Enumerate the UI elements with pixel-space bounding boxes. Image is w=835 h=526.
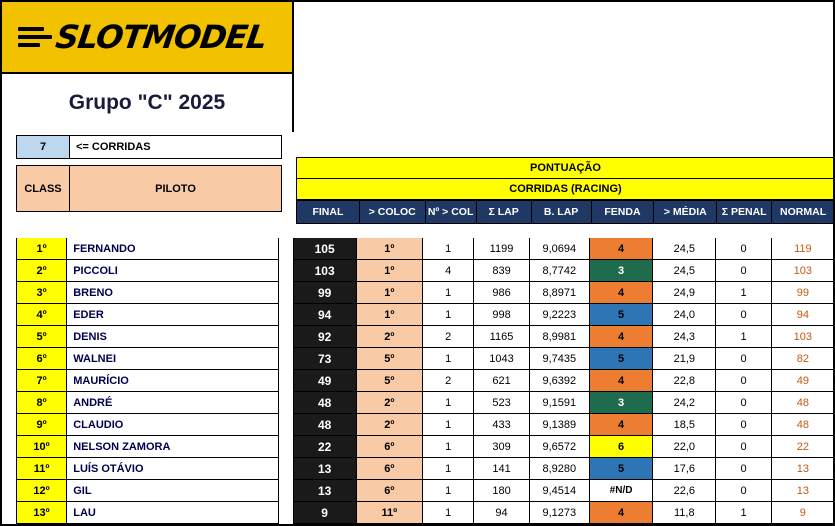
table-row[interactable] <box>2 326 835 348</box>
cell-lap: 1165 <box>474 326 529 348</box>
cell-penal: 0 <box>716 238 771 260</box>
cell-normal: 99 <box>772 282 835 304</box>
cell-penal: 0 <box>716 304 771 326</box>
cell-piloto: DENIS <box>67 326 278 348</box>
cell-penal: 0 <box>716 348 771 370</box>
row-gap <box>279 480 293 502</box>
cell-fenda: 6 <box>590 436 653 458</box>
row-left-margin <box>2 282 16 304</box>
cell-normal: 48 <box>772 414 835 436</box>
cell-piloto: ANDRÉ <box>67 392 278 414</box>
cell-lap: 621 <box>474 370 529 392</box>
table-row[interactable] <box>2 282 835 304</box>
row-left-margin <box>2 370 16 392</box>
cell-media: 24,5 <box>653 260 716 282</box>
cell-fenda: 4 <box>590 238 653 260</box>
table-row[interactable] <box>2 436 835 458</box>
cell-fenda: 5 <box>590 348 653 370</box>
cell-blap: 9,6572 <box>530 436 590 458</box>
page-title-text: Grupo "C" 2025 <box>68 91 226 114</box>
row-left-margin <box>2 414 16 436</box>
cell-normal: 94 <box>772 304 835 326</box>
table-row[interactable] <box>2 502 835 524</box>
cell-lap: 141 <box>474 458 529 480</box>
cell-media: 24,5 <box>653 238 716 260</box>
slot-lines-icon <box>18 25 52 49</box>
cell-penal: 1 <box>716 326 771 348</box>
piloto-column-header: PILOTO <box>155 182 196 195</box>
cell-piloto: GIL <box>67 480 278 502</box>
cell-lap: 998 <box>474 304 529 326</box>
cell-class: 3º <box>16 282 67 304</box>
cell-coloc: 11º <box>357 502 423 524</box>
cell-penal: 0 <box>716 260 771 282</box>
cell-ncol: 1 <box>423 414 474 436</box>
cell-media: 17,6 <box>653 458 716 480</box>
cell-penal: 0 <box>716 414 771 436</box>
standings-table <box>2 238 835 524</box>
cell-lap: 433 <box>474 414 529 436</box>
cell-piloto: PICCOLI <box>67 260 278 282</box>
cell-blap: 9,0694 <box>530 238 590 260</box>
row-left-margin <box>2 238 16 260</box>
cell-normal: 13 <box>772 480 835 502</box>
cell-blap: 9,1591 <box>530 392 590 414</box>
cell-media: 24,9 <box>653 282 716 304</box>
cell-final: 92 <box>293 326 357 348</box>
cell-penal: 1 <box>716 282 771 304</box>
cell-final: 13 <box>293 458 357 480</box>
cell-penal: 0 <box>716 458 771 480</box>
cell-media: 24,2 <box>653 392 716 414</box>
row-gap <box>279 348 293 370</box>
column-header-blap[interactable]: B. LAP <box>532 200 592 224</box>
cell-ncol: 1 <box>423 304 474 326</box>
cell-piloto: BRENO <box>67 282 278 304</box>
stats-column-headers <box>296 200 835 224</box>
cell-coloc: 6º <box>357 436 423 458</box>
cell-penal: 0 <box>716 436 771 458</box>
cell-piloto: CLAUDIO <box>67 414 278 436</box>
cell-normal: 119 <box>772 238 835 260</box>
column-header-ncol[interactable]: Nº > COL <box>426 200 477 224</box>
cell-ncol: 1 <box>423 458 474 480</box>
cell-coloc: 2º <box>357 414 423 436</box>
cell-media: 22,6 <box>653 480 716 502</box>
cell-normal: 103 <box>772 260 835 282</box>
cell-lap: 1043 <box>474 348 529 370</box>
cell-class: 5º <box>16 326 67 348</box>
cell-media: 21,9 <box>653 348 716 370</box>
cell-final: 9 <box>293 502 357 524</box>
brand-logo-block <box>2 2 294 74</box>
cell-ncol: 1 <box>423 392 474 414</box>
cell-penal: 0 <box>716 392 771 414</box>
cell-ncol: 2 <box>423 370 474 392</box>
cell-lap: 839 <box>474 260 529 282</box>
cell-class: 2º <box>16 260 67 282</box>
cell-ncol: 1 <box>423 436 474 458</box>
cell-blap: 9,1273 <box>530 502 590 524</box>
table-row[interactable] <box>2 238 835 260</box>
cell-final: 22 <box>293 436 357 458</box>
cell-penal: 0 <box>716 370 771 392</box>
cell-blap: 8,7742 <box>530 260 590 282</box>
cell-class: 6º <box>16 348 67 370</box>
row-gap <box>279 370 293 392</box>
cell-normal: 82 <box>772 348 835 370</box>
cell-fenda: 5 <box>590 458 653 480</box>
cell-class: 10º <box>16 436 67 458</box>
cell-penal: 1 <box>716 502 771 524</box>
cell-media: 18,5 <box>653 414 716 436</box>
table-row[interactable] <box>2 458 835 480</box>
cell-media: 24,3 <box>653 326 716 348</box>
cell-fenda: 4 <box>590 502 653 524</box>
table-row[interactable] <box>2 392 835 414</box>
column-header-normal[interactable]: NORMAL <box>772 200 835 224</box>
cell-coloc: 5º <box>357 370 423 392</box>
cell-final: 103 <box>293 260 357 282</box>
column-header-media[interactable]: > MÉDIA <box>654 200 717 224</box>
cell-class: 1º <box>16 238 67 260</box>
cell-blap: 9,7435 <box>530 348 590 370</box>
brand-logo-text: SLOTMODEL <box>53 18 269 56</box>
cell-final: 13 <box>293 480 357 502</box>
row-gap <box>279 502 293 524</box>
class-column-header: CLASS <box>17 166 70 211</box>
cell-piloto: NELSON ZAMORA <box>67 436 278 458</box>
cell-piloto: WALNEI <box>67 348 278 370</box>
cell-fenda: 3 <box>590 392 653 414</box>
cell-fenda: 4 <box>590 414 653 436</box>
cell-normal: 49 <box>772 370 835 392</box>
cell-class: 8º <box>16 392 67 414</box>
cell-class: 12º <box>16 480 67 502</box>
row-left-margin <box>2 458 16 480</box>
row-gap <box>279 392 293 414</box>
cell-ncol: 1 <box>423 502 474 524</box>
cell-piloto: FERNANDO <box>67 238 278 260</box>
cell-final: 48 <box>293 392 357 414</box>
cell-coloc: 2º <box>357 326 423 348</box>
table-row[interactable] <box>2 370 835 392</box>
column-header-final[interactable]: FINAL <box>296 200 360 224</box>
cell-coloc: 6º <box>357 480 423 502</box>
cell-blap: 8,8971 <box>530 282 590 304</box>
cell-ncol: 2 <box>423 326 474 348</box>
cell-normal: 48 <box>772 392 835 414</box>
row-gap <box>279 458 293 480</box>
cell-blap: 8,9981 <box>530 326 590 348</box>
cell-coloc: 1º <box>357 304 423 326</box>
cell-fenda: 4 <box>590 326 653 348</box>
cell-fenda: #N/D <box>590 480 653 502</box>
cell-final: 105 <box>293 238 357 260</box>
cell-blap: 9,1389 <box>530 414 590 436</box>
cell-normal: 103 <box>772 326 835 348</box>
cell-penal: 0 <box>716 480 771 502</box>
corridas-row <box>16 135 282 159</box>
cell-class: 11º <box>16 458 67 480</box>
row-left-margin <box>2 436 16 458</box>
row-gap <box>279 304 293 326</box>
cell-normal: 13 <box>772 458 835 480</box>
row-gap <box>279 238 293 260</box>
cell-ncol: 4 <box>423 260 474 282</box>
row-gap <box>279 282 293 304</box>
cell-class: 13º <box>16 502 67 524</box>
cell-coloc: 1º <box>357 238 423 260</box>
cell-media: 22,0 <box>653 436 716 458</box>
cell-class: 7º <box>16 370 67 392</box>
cell-ncol: 1 <box>423 282 474 304</box>
cell-lap: 1199 <box>474 238 529 260</box>
row-left-margin <box>2 392 16 414</box>
cell-piloto: LAU <box>67 502 278 524</box>
table-row[interactable] <box>2 348 835 370</box>
cell-final: 94 <box>293 304 357 326</box>
cell-piloto: LUÍS OTÁVIO <box>67 458 278 480</box>
cell-final: 48 <box>293 414 357 436</box>
row-left-margin <box>2 304 16 326</box>
cell-blap: 9,4514 <box>530 480 590 502</box>
table-row[interactable] <box>2 304 835 326</box>
cell-lap: 309 <box>474 436 529 458</box>
cell-coloc: 1º <box>357 282 423 304</box>
cell-fenda: 3 <box>590 260 653 282</box>
cell-piloto: MAURÍCIO <box>67 370 278 392</box>
row-left-margin <box>2 326 16 348</box>
row-left-margin <box>2 480 16 502</box>
cell-media: 22,8 <box>653 370 716 392</box>
cell-lap: 986 <box>474 282 529 304</box>
column-header-penal[interactable]: Σ PENAL <box>717 200 772 224</box>
cell-fenda: 4 <box>590 282 653 304</box>
row-left-margin <box>2 260 16 282</box>
cell-ncol: 1 <box>423 238 474 260</box>
row-gap <box>279 326 293 348</box>
cell-ncol: 1 <box>423 348 474 370</box>
row-gap <box>279 414 293 436</box>
cell-lap: 523 <box>474 392 529 414</box>
cell-final: 49 <box>293 370 357 392</box>
cell-class: 9º <box>16 414 67 436</box>
cell-media: 11,8 <box>653 502 716 524</box>
row-gap <box>279 260 293 282</box>
column-header-fenda[interactable]: FENDA <box>592 200 655 224</box>
row-gap <box>279 436 293 458</box>
cell-coloc: 5º <box>357 348 423 370</box>
cell-coloc: 1º <box>357 260 423 282</box>
table-row[interactable] <box>2 260 835 282</box>
cell-blap: 9,2223 <box>530 304 590 326</box>
cell-fenda: 4 <box>590 370 653 392</box>
cell-blap: 9,6392 <box>530 370 590 392</box>
page-title <box>2 74 294 132</box>
corridas-count-cell[interactable]: 7 <box>17 136 70 158</box>
class-piloto-header <box>16 165 282 212</box>
cell-class: 4º <box>16 304 67 326</box>
cell-lap: 180 <box>474 480 529 502</box>
cell-normal: 22 <box>772 436 835 458</box>
cell-normal: 9 <box>772 502 835 524</box>
table-row[interactable] <box>2 480 835 502</box>
cell-piloto: EDER <box>67 304 278 326</box>
cell-coloc: 6º <box>357 458 423 480</box>
pontuacao-banner: PONTUAÇÃO <box>296 157 835 179</box>
corridas-label-cell: <= CORRIDAS <box>70 136 281 158</box>
column-header-lap[interactable]: Σ LAP <box>477 200 532 224</box>
cell-ncol: 1 <box>423 480 474 502</box>
cell-media: 24,0 <box>653 304 716 326</box>
table-row[interactable] <box>2 414 835 436</box>
row-left-margin <box>2 502 16 524</box>
cell-final: 73 <box>293 348 357 370</box>
column-header-coloc[interactable]: > COLOC <box>360 200 426 224</box>
cell-final: 99 <box>293 282 357 304</box>
row-left-margin <box>2 348 16 370</box>
cell-fenda: 5 <box>590 304 653 326</box>
cell-blap: 8,9280 <box>530 458 590 480</box>
corridas-racing-banner: CORRIDAS (RACING) <box>296 179 835 200</box>
cell-coloc: 2º <box>357 392 423 414</box>
cell-lap: 94 <box>474 502 529 524</box>
